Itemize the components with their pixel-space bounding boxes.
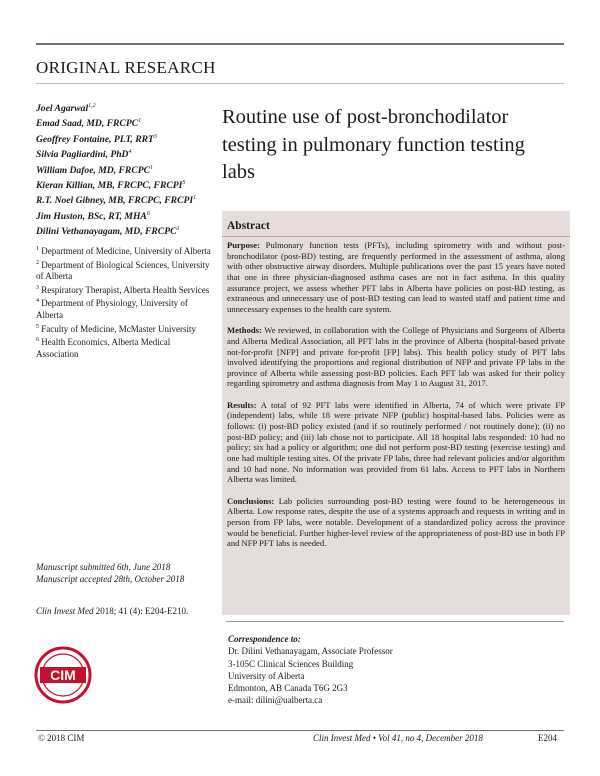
cim-logo-icon [33,645,93,705]
author: Joel Agarwal$^{1,2}$ [36,103,96,115]
correspondence-line: 3-105C Clinical Sciences Building [228,658,354,669]
correspondence-label: Correspondence to: [228,634,301,644]
manuscript-dates [36,561,216,585]
header-subrule [36,83,564,84]
author: Geoffrey Fontaine, PLT, RRT$^3$ [36,133,157,145]
author: William Dafoe, MD, FRCPC$^1$ [36,164,153,176]
author: R.T. Noel Gibney, MB, FRCPC, FRCPI$^1$ [36,195,197,207]
section-label: ORIGINAL RESEARCH [36,58,216,77]
author: Emad Saad, MD, FRCPC$^1$ [36,118,142,130]
abstract-rule [222,236,570,237]
affiliation: $^6$ Health Economics, Alberta Medical Association [36,337,171,359]
affiliation: $^1$ Department of Medicine, University of Alberta [36,246,211,256]
submitted-date: Manuscript submitted 6th, June 2018 [36,562,171,572]
footer-rule [36,730,564,731]
correspondence-line: Edmonton, AB Canada T6G 2G3 [228,683,348,694]
footer-copyright: © 2018 CIM [38,733,85,743]
author: Silvia Pagliardini, PhD$^4$ [36,149,132,161]
author: Dilini Vethanayagam, MD, FRCPC$^1$ [36,226,180,238]
abstract-results: Results: A total of 92 PFT labs were identified in Alberta, 74 of which were private FP (independent) labs, while 18 were private NFP (public) hospital-based labs. Policies were as follows: (i) post-BD policy existed (and if so routinely performed / not routinely done); (ii) no post-BD policy; and (iii) lab chose not to participate. All 18 hospital labs responded: 10 had no policy; six had a policy or algorithm; one did not perform post-BD testing (exercise testing) and one had multiple testing sites. Of the private FP labs, three had relevant policies and/or algorithm and 10 had none. No information was provided from 61 labs. Access to PFT labs in Northern Alberta was limited. [227,399,565,485]
author: Jim Huston, BSc, RT, MHA$^6$ [36,210,150,222]
author: Kieran Killian, MB, FRCPC, FRCPI$^5$ [36,179,186,192]
correspondence-rule [226,621,564,622]
abstract-purpose: Purpose: Pulmonary function tests (PFTs), including spirometry with and without post-bronchodilator (post-BD) testing, are frequently performed in the assessment of asthma, along with other obstructive airway disorders. Multiple publications over the past 15 years have noted that one in three physician-diagnosed asthma cases are not in fact asthma. In this quality assurance project, we assess whether PFT labs in Alberta have policies on post-BD testing, as extraneous and unnecessary use of post-BD testing can lead to wasted staff and patient time and unnecessary expenses to the health care system. [227,240,565,314]
correspondence [228,633,558,707]
abstract-heading: Abstract [227,220,270,232]
correspondence-line: Dr. Dilini Vethanayagam, Associate Professor [228,646,393,657]
affiliation: $^5$ Faculty of Medicine, McMaster University [36,323,196,334]
logo-text: CIM [50,667,76,683]
citation: Clin Invest Med 2018; 41 (4): E204-E210. [36,606,189,616]
correspondence-line: University of Alberta [228,670,305,681]
article-title: Routine use of post-bronchodilator testing in pulmonary function testing labs [222,106,525,183]
affiliation: $^2$ Department of Biological Sciences, University of Alberta [36,259,210,282]
header-rule [36,43,564,45]
accepted-date: Manuscript accepted 28th, October 2018 [36,574,185,584]
affiliation-list [36,244,214,360]
footer-page-number: E204 [538,733,557,743]
abstract-methods: Methods: We reviewed, in collaboration with the College of Physicians and Surgeons of Alberta and Alberta Medical Association, all PFT labs in the province of Alberta (hospital-based private not-for-profit [NFP] and private for-profit [FP] labs). This health policy study of PFT labs involved identifying the proportions and regional distribution of NFP and private FP labs in the province of Alberta while assessing post-BD policies. Each PFT lab was asked for their policy regarding spirometry and asthma diagnosis from May 1 to August 31, 2017. [227,325,565,389]
abstract-conclusions: Conclusions: Lab policies surrounding post-BD testing were found to be heterogeneous in Alberta. Low response rates, despite the use of a systems approach and requests in writing and in person from FP labs, were notable. Development of a standardized policy across the province would be beneficial. Further higher-level review of the appropriateness of post-BD use in both FP and NFP PFT labs is needed. [227,495,565,549]
footer-journal: Clin Invest Med • Vol 41, no 4, December 2018 [313,733,483,743]
affiliation: $^4$ Department of Physiology, University of Alberta [36,298,188,320]
abstract-body [227,240,565,559]
affiliation: $^3$ Respiratory Therapist, Alberta Health Services [36,284,210,295]
correspondence-email: e-mail: dilini@ualberta.ca [228,695,323,706]
author-list [36,100,216,239]
